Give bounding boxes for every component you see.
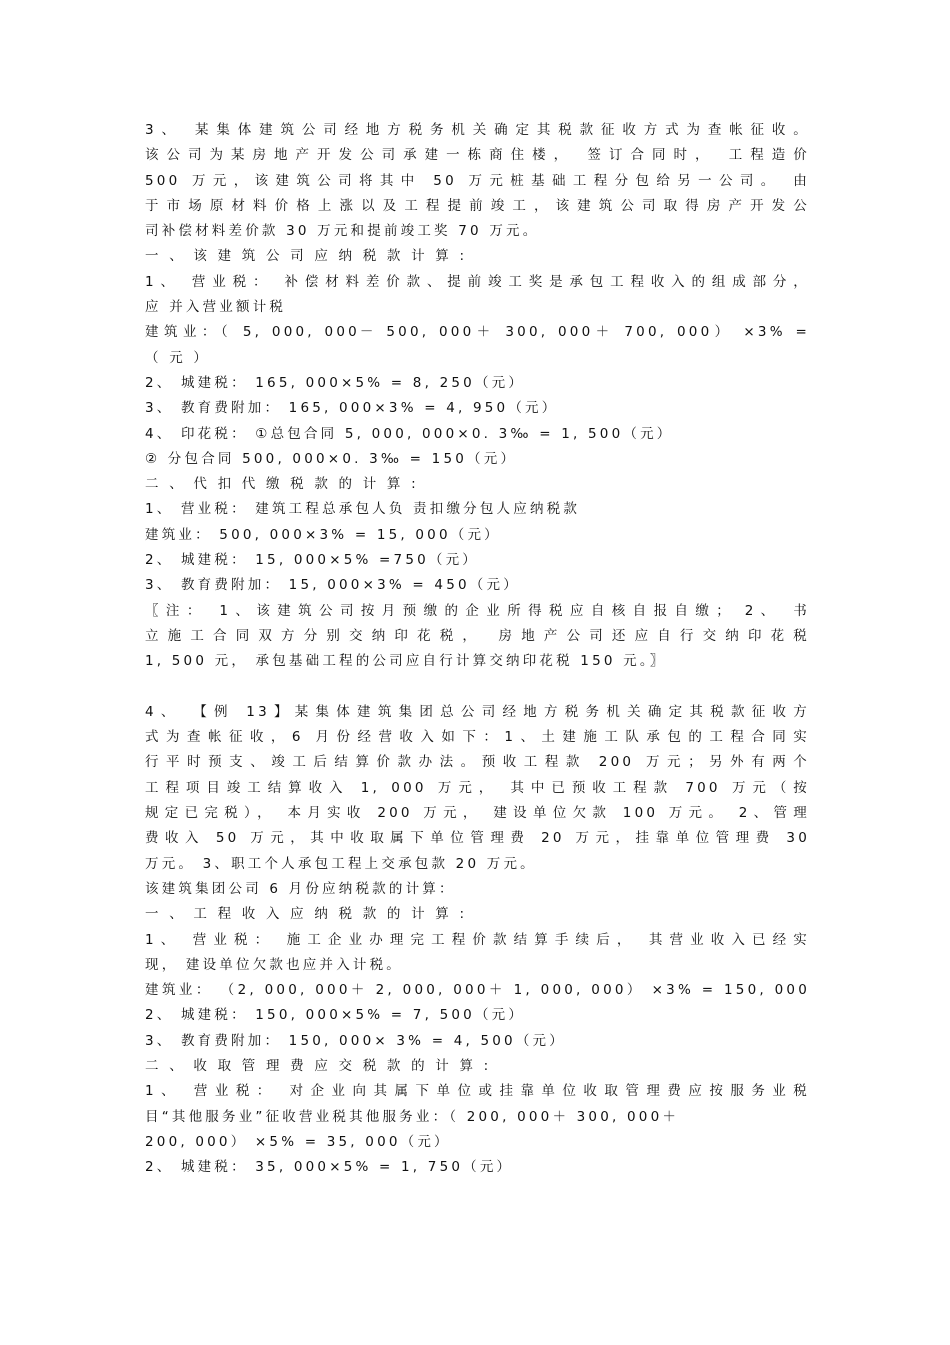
text-line: 二 、 收 取 管 理 费 应 交 税 款 的 计 算 :	[145, 1057, 492, 1074]
text-line: 200, 000） ×5% = 35, 000（元）	[145, 1133, 451, 1150]
text-line: 2、 城建税： 15, 000×5% =750（元）	[145, 552, 479, 569]
text-line: 2、 城建税： 35, 000×5% = 1, 750（元）	[145, 1159, 514, 1176]
text-line: 式为查帐征收，6 月份经营收入如下：1、土建施工队承包的工程合同实	[145, 729, 810, 746]
text-line: 现， 建设单位欠款也应并入计税。	[145, 956, 403, 973]
text-line: 司补偿材料差价款 30 万元和提前竣工奖 70 万元。	[145, 223, 540, 240]
paragraph-gap	[145, 675, 810, 700]
text-line: 3、 教育费附加： 15, 000×3% = 450（元）	[145, 577, 520, 594]
text-line: 立施工合同双方分别交纳印花税， 房地产公司还应自行交纳印花税	[145, 627, 810, 644]
text-line: 目“其他服务业”征收营业税其他服务业：（ 200, 000＋ 300, 000＋	[145, 1108, 680, 1125]
text-line: 该公司为某房地产开发公司承建一栋商住楼， 签订合同时， 工程造价	[145, 147, 810, 164]
text-line: 应 并入营业额计税	[145, 299, 287, 316]
text-line: （ 元 ）	[145, 349, 211, 366]
text-line: 一 、 该 建 筑 公 司 应 纳 税 款 计 算 :	[145, 248, 468, 265]
text-line: 〖注： 1、该建筑公司按月预缴的企业所得税应自核自报自缴； 2、 书	[145, 602, 810, 619]
text-line: 1、 营业税： 对企业向其属下单位或挂靠单位收取管理费应按服务业税	[145, 1083, 810, 1100]
text-line: 费收入 50 万元，其中收取属下单位管理费 20 万元，挂靠单位管理费 30	[145, 830, 810, 847]
text-line: 2、 城建税： 165, 000×5% = 8, 250（元）	[145, 374, 526, 391]
text-line: 建筑业： （2, 000, 000＋ 2, 000, 000＋ 1, 000, 000） ×3% = 150, 000	[145, 982, 810, 999]
text-line: 4、 印花税： ①总包合同 5, 000, 000×0. 3‰ = 1, 500（元）	[145, 425, 674, 442]
text-line: 1、 营业税： 施工企业办理完工程价款结算手续后， 其营业收入已经实	[145, 931, 810, 948]
text-line: 3、 教育费附加： 150, 000× 3% = 4, 500（元）	[145, 1032, 566, 1049]
text-line: 万元。 3、职工个人承包工程上交承包款 20 万元。	[145, 855, 537, 872]
document-body	[145, 118, 810, 1180]
text-line: 1, 500 元， 承包基础工程的公司应自行计算交纳印花税 150 元。〗	[145, 653, 667, 670]
text-line: 1、 营业税： 补偿材料差价款、提前竣工奖是承包工程收入的组成部分，	[145, 273, 810, 290]
text-line: 工程项目竣工结算收入 1, 000 万元， 其中已预收工程款 700 万元（按	[145, 779, 810, 796]
text-line: ② 分包合同 500, 000×0. 3‰ = 150（元）	[145, 450, 518, 467]
text-line: 建筑业：（ 5, 000, 000－ 500, 000＋ 300, 000＋ 700, 000） ×3% =	[145, 324, 810, 341]
text-line: 规定已完税）， 本月实收 200 万元， 建设单位欠款 100 万元。 2、管理	[145, 805, 810, 822]
text-line: 2、 城建税： 150, 000×5% = 7, 500（元）	[145, 1007, 526, 1024]
text-line: 1、 营业税： 建筑工程总承包人负 责扣缴分包人应纳税款	[145, 501, 581, 518]
text-line: 4、 【例 13】某集体建筑集团总公司经地方税务机关确定其税款征收方	[145, 703, 810, 720]
text-line: 500 万元，该建筑公司将其中 50 万元桩基础工程分包给另一公司。 由	[145, 172, 810, 189]
text-line: 二 、 代 扣 代 缴 税 款 的 计 算 :	[145, 476, 419, 493]
text-line: 于市场原材料价格上涨以及工程提前竣工，该建筑公司取得房产开发公	[145, 197, 810, 214]
text-line: 一 、 工 程 收 入 应 纳 税 款 的 计 算 :	[145, 906, 468, 923]
text-line: 该建筑集团公司 6 月份应纳税款的计算：	[145, 880, 456, 897]
text-line: 3、 教育费附加： 165, 000×3% = 4, 950（元）	[145, 400, 559, 417]
text-line: 3、 某集体建筑公司经地方税务机关确定其税款征收方式为查帐征收。	[145, 122, 810, 138]
text-line: 行平时预支、竣工后结算价款办法。预收工程款 200 万元；另外有两个	[145, 754, 810, 771]
text-line: 建筑业： 500, 000×3% = 15, 000（元）	[145, 526, 501, 543]
